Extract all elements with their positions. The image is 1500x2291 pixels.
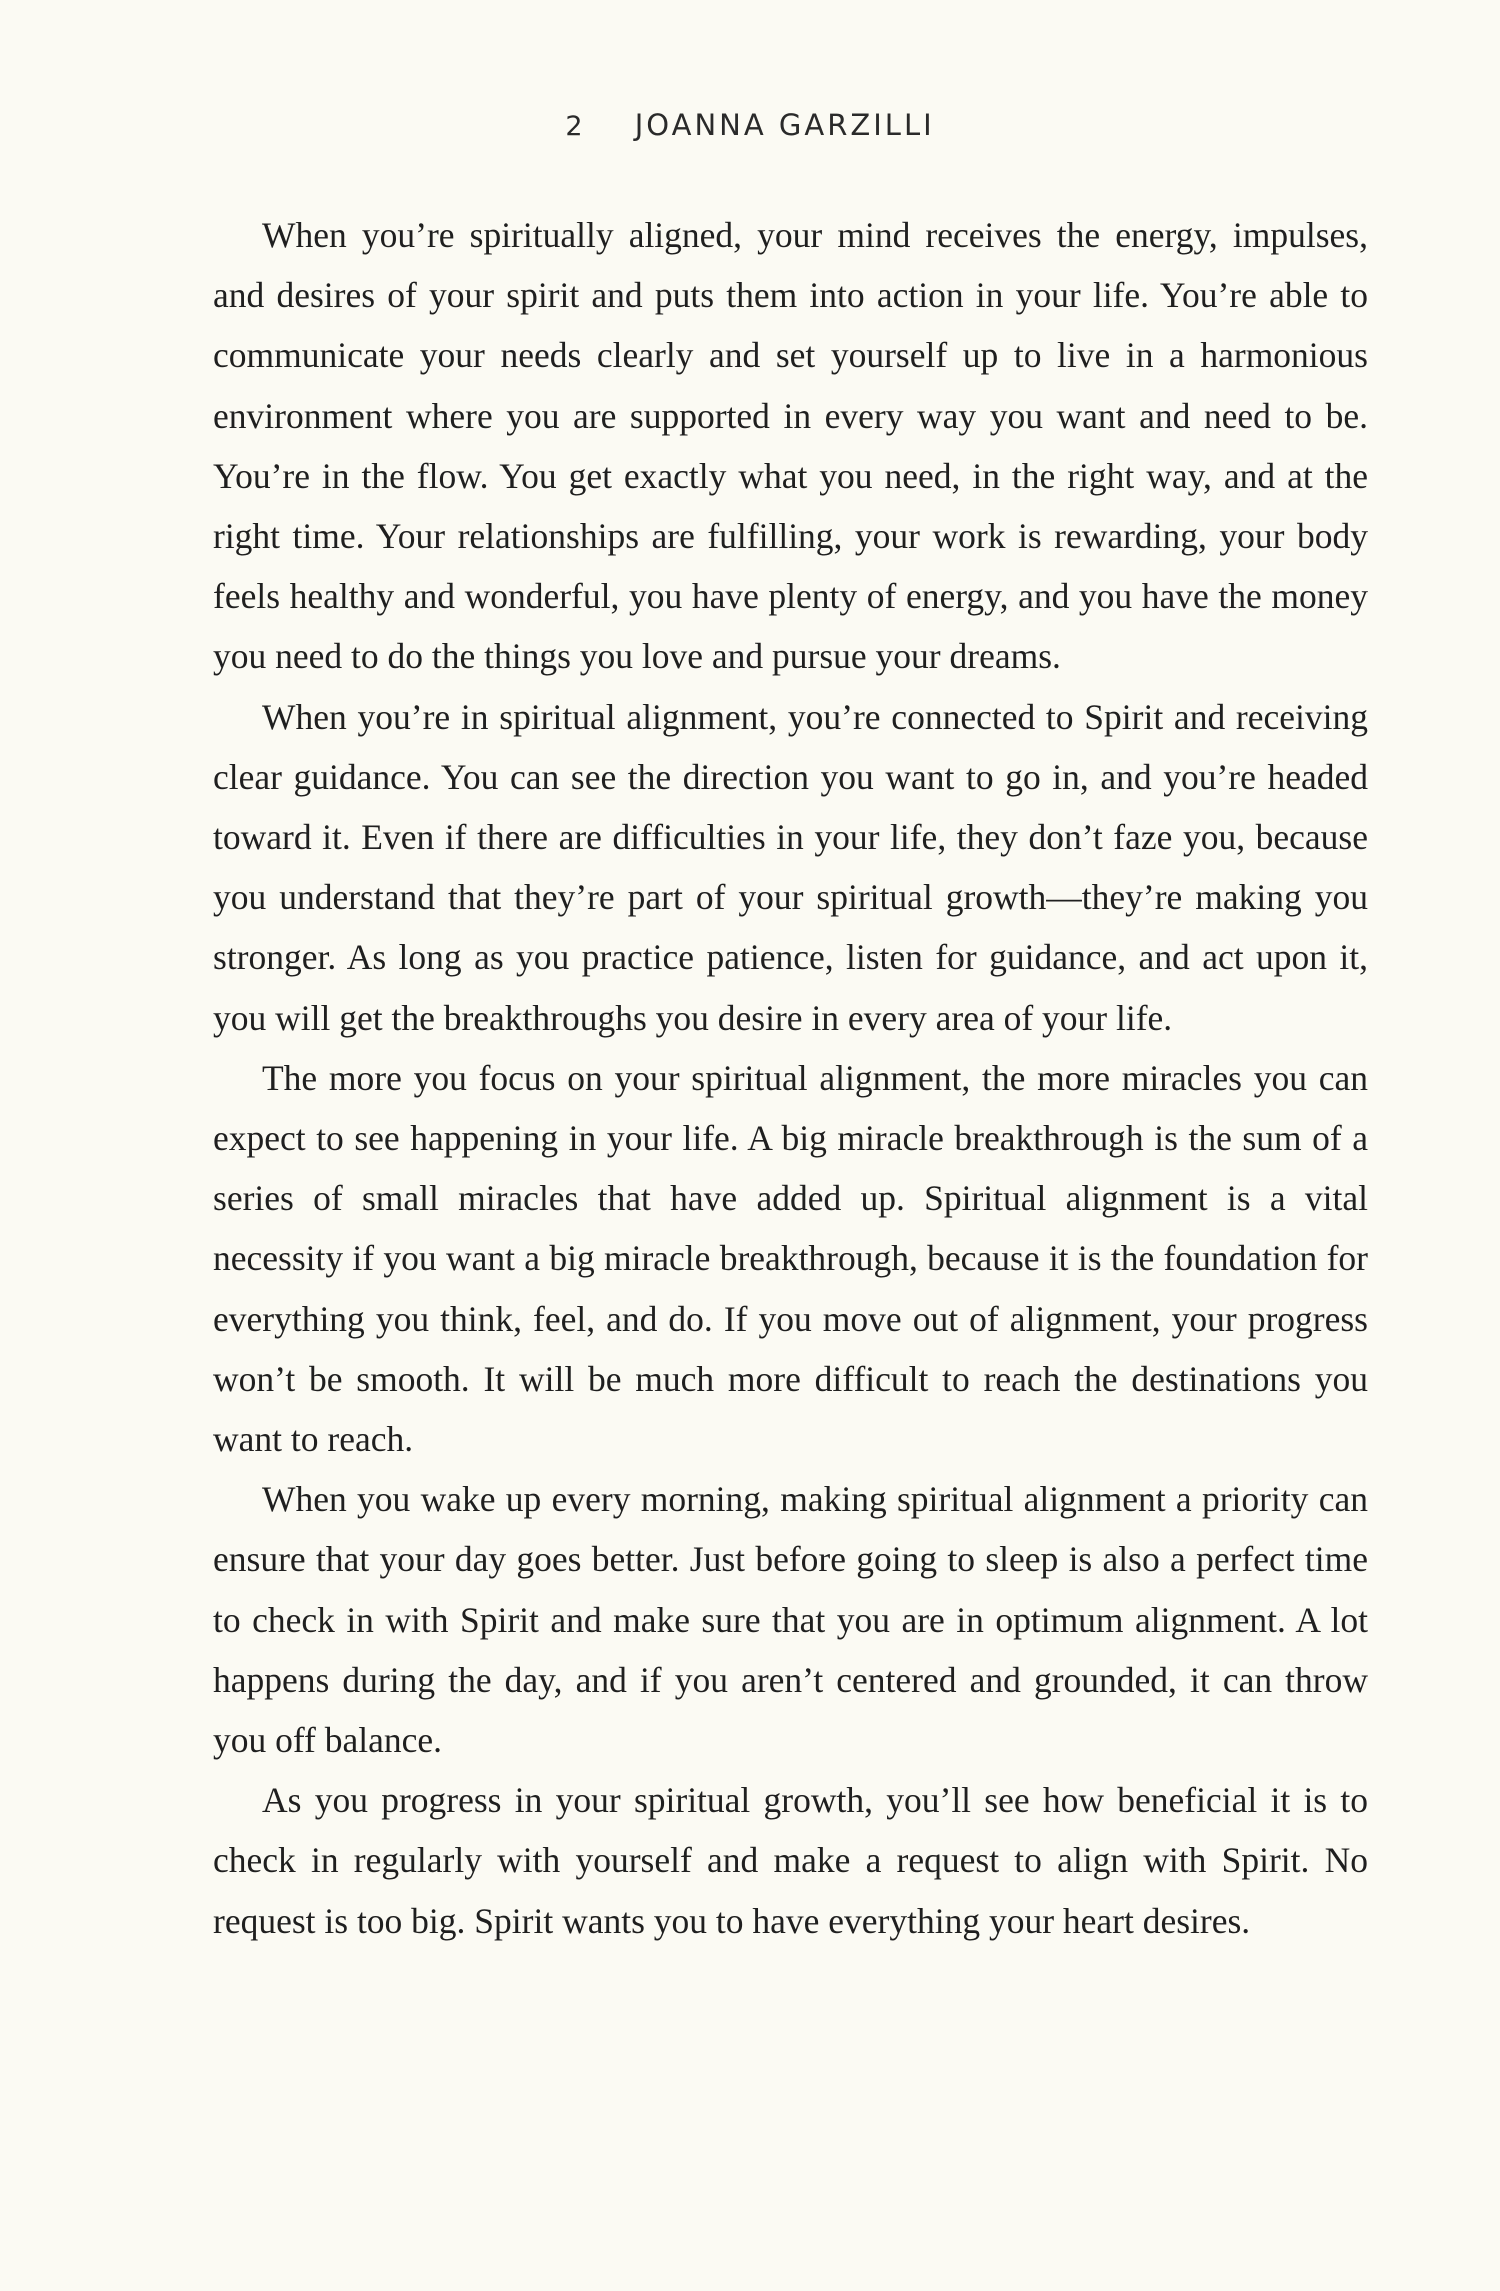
page-number: 2 [565, 111, 583, 142]
author-name: JOANNA GARZILLI [634, 108, 935, 142]
running-head [0, 108, 1500, 142]
paragraph-1: When you’re spiritually aligned, your mind receives the energy, impulses, and desires of your spirit and puts them into action in your life. You’re able to communicate your needs clearly and set yourself up to live in a harmonious environment where you are supported in every way you want and need to be. You’re in the flow. You get exactly what you need, in the right way, and at the right time. Your relationships are fulfilling, your work is rewarding, your body feels healthy and wonderful, you have plenty of energy, and you have the money you need to do the things you love and pursue your dreams. [213, 215, 1368, 677]
paragraph-5: As you progress in your spiritual growth, you’ll see how beneficial it is to check in regularly with yourself and make a request to align with Spirit. No request is too big. Spirit wants you to have everything your heart desires. [213, 1780, 1368, 1941]
paragraph-4: When you wake up every morning, making spiritual alignment a priority can ensure that your day goes better. Just before going to sleep is also a perfect time to check in with Spirit and make sure that you are in optimum alignment. A lot happens during the day, and if you aren’t centered and grounded, it can throw you off balance. [213, 1479, 1368, 1761]
body-text [213, 205, 1368, 1951]
paragraph-3: The more you focus on your spiritual alignment, the more miracles you can expect to see happening in your life. A big miracle breakthrough is the sum of a series of small miracles that have added up. Spiritual alignment is a vital necessity if you want a big miracle breakthrough, because it is the foundation for everything you think, feel, and do. If you move out of alignment, your progress won’t be smooth. It will be much more difficult to reach the destinations you want to reach. [213, 1057, 1368, 1460]
paragraph-2: When you’re in spiritual alignment, you’re connected to Spirit and receiving clear guidance. You can see the direction you want to go in, and you’re headed toward it. Even if there are difficulties in your life, they don’t faze you, because you understand that they’re part of your spiritual growth—they’re making you stronger. As long as you practice patience, listen for guidance, and act upon it, you will get the breakthroughs you desire in every area of your life. [213, 696, 1368, 1038]
